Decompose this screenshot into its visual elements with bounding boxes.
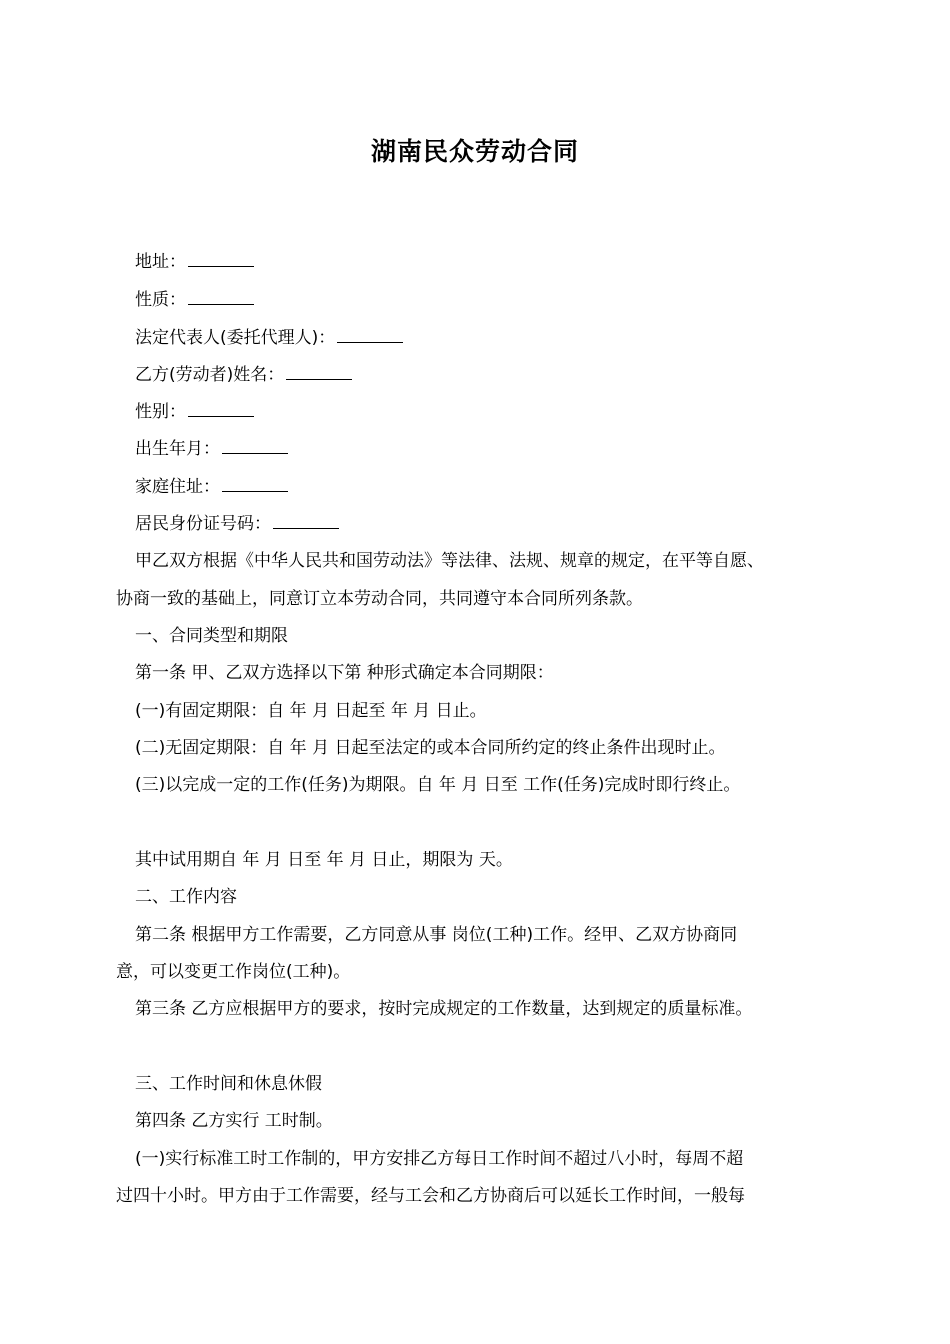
field-legal-representative bbox=[135, 324, 875, 352]
paragraph-line: 协商一致的基础上，同意订立本劳动合同，共同遵守本合同所列条款。 bbox=[116, 589, 643, 609]
field-home-address bbox=[135, 473, 875, 501]
section-heading: 二、工作内容 bbox=[135, 887, 237, 907]
article-text: 第一条 甲、乙双方选择以下第 种形式确定本合同期限： bbox=[135, 663, 554, 683]
field-address bbox=[135, 248, 875, 276]
article-text: 意，可以变更工作岗位(工种)。 bbox=[116, 962, 351, 982]
paragraph-line: 甲乙双方根据《中华人民共和国劳动法》等法律、法规、规章的规定，在平等自愿、 bbox=[135, 551, 764, 571]
field-nature bbox=[135, 286, 875, 314]
field-label: 地址： bbox=[135, 252, 186, 272]
field-label: 居民身份证号码： bbox=[135, 514, 271, 534]
article-text: 第四条 乙方实行 工时制。 bbox=[135, 1111, 333, 1131]
field-id-number bbox=[135, 510, 875, 538]
article-text: 第二条 根据甲方工作需要，乙方同意从事 岗位(工种)工作。经甲、乙双方协商同 bbox=[135, 925, 738, 945]
document-title: 湖南民众劳动合同 bbox=[370, 137, 579, 166]
section-heading: 一、合同类型和期限 bbox=[135, 626, 288, 646]
clause-text: 过四十小时。甲方由于工作需要，经与工会和乙方协商后可以延长工作时间，一般每 bbox=[116, 1186, 745, 1206]
blank-line bbox=[222, 475, 288, 492]
field-label: 性别： bbox=[135, 402, 186, 422]
field-gender bbox=[135, 398, 875, 426]
article-text: 第三条 乙方应根据甲方的要求，按时完成规定的工作数量，达到规定的质量标准。 bbox=[135, 999, 753, 1019]
field-label: 出生年月： bbox=[135, 439, 220, 459]
section-heading: 三、工作时间和休息休假 bbox=[135, 1074, 322, 1094]
field-employee-name bbox=[135, 361, 875, 389]
field-label: 性质： bbox=[135, 290, 186, 310]
clause-text: (二)无固定期限：自 年 月 日起至法定的或本合同所约定的终止条件出现时止。 bbox=[135, 738, 726, 758]
blank-line bbox=[222, 437, 288, 454]
blank-line bbox=[188, 400, 254, 417]
field-label: 法定代表人(委托代理人)： bbox=[135, 328, 336, 348]
clause-text: (一)实行标准工时工作制的，甲方安排乙方每日工作时间不超过八小时，每周不超 bbox=[135, 1149, 744, 1169]
probation-text: 其中试用期自 年 月 日至 年 月 日止，期限为 天。 bbox=[135, 850, 513, 870]
blank-line bbox=[273, 512, 339, 529]
field-label: 家庭住址： bbox=[135, 477, 220, 497]
blank-line bbox=[188, 250, 254, 267]
field-birth-date bbox=[135, 435, 875, 463]
blank-line bbox=[188, 288, 254, 305]
clause-text: (三)以完成一定的工作(任务)为期限。自 年 月 日至 工作(任务)完成时即行终止。 bbox=[135, 775, 741, 795]
field-label: 乙方(劳动者)姓名： bbox=[135, 365, 285, 385]
blank-line bbox=[337, 326, 403, 343]
clause-text: (一)有固定期限：自 年 月 日起至 年 月 日止。 bbox=[135, 701, 487, 721]
blank-line bbox=[286, 363, 352, 380]
